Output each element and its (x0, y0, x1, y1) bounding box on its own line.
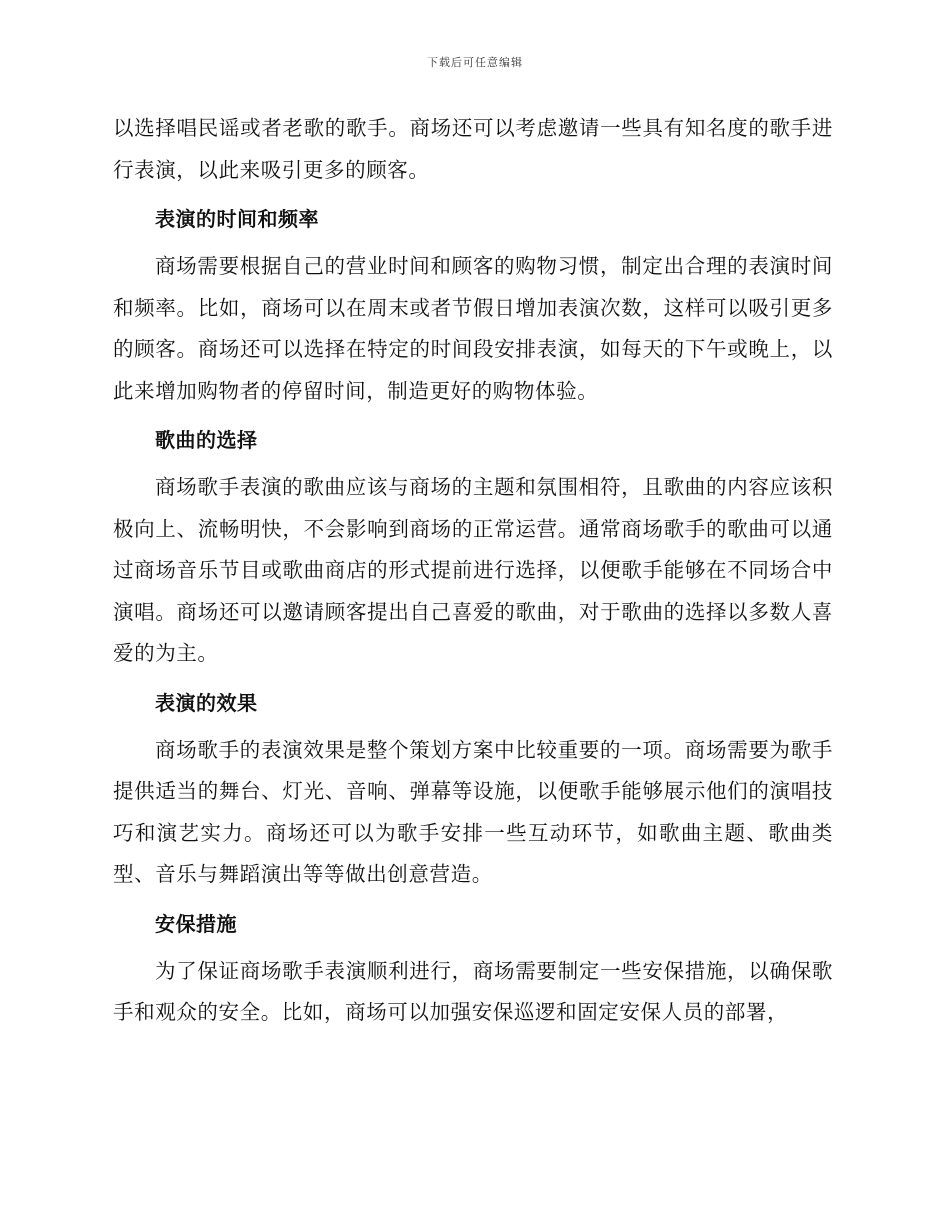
section-heading-song-selection: 歌曲的选择 (155, 428, 258, 452)
document-body (113, 108, 833, 1034)
section-paragraph-time-frequency: 商场需要根据自己的营业时间和顾客的购物习惯，制定出合理的表演时间和频率。比如，商场可以在周末或者节假日增加表演次数，这样可以吸引更多的顾客。商场还可以选择在特定的时间段安排表演，如每天的下午或晚上，以此来增加购物者的停留时间，制造更好的购物体验。 (113, 254, 833, 403)
intro-paragraph: 以选择唱民谣或者老歌的歌手。商场还可以考虑邀请一些具有知名度的歌手进行表演，以此来吸引更多的顾客。 (113, 116, 833, 182)
section-heading-performance-effect: 表演的效果 (155, 690, 258, 715)
header-note: 下载后可任意编辑 (427, 56, 523, 69)
section-heading-time-frequency: 表演的时间和频率 (155, 207, 319, 231)
section-paragraph-song-selection: 商场歌手表演的歌曲应该与商场的主题和氛围相符，且歌曲的内容应该积极向上、流畅明快，不会影响到商场的正常运营。通常商场歌手的歌曲可以通过商场音乐节目或歌曲商店的形式提前进行选择，以便歌手能够在不同场合中演唱。商场还可以邀请顾客提出自己喜爱的歌曲，对于歌曲的选择以多数人喜爱的为主。 (113, 475, 833, 665)
section-paragraph-performance-effect: 商场歌手的表演效果是整个策划方案中比较重要的一项。商场需要为歌手提供适当的舞台、灯光、音响、弹幕等设施，以便歌手能够展示他们的演唱技巧和演艺实力。商场还可以为歌手安排一些互动环节，如歌曲主题、歌曲类型、音乐与舞蹈演出等等做出创意营造。 (113, 737, 833, 886)
section-paragraph-security: 为了保证商场歌手表演顺利进行，商场需要制定一些安保措施，以确保歌手和观众的安全。比如，商场可以加强安保巡逻和固定安保人员的部署， (113, 958, 833, 1024)
section-heading-security: 安保措施 (155, 911, 237, 936)
